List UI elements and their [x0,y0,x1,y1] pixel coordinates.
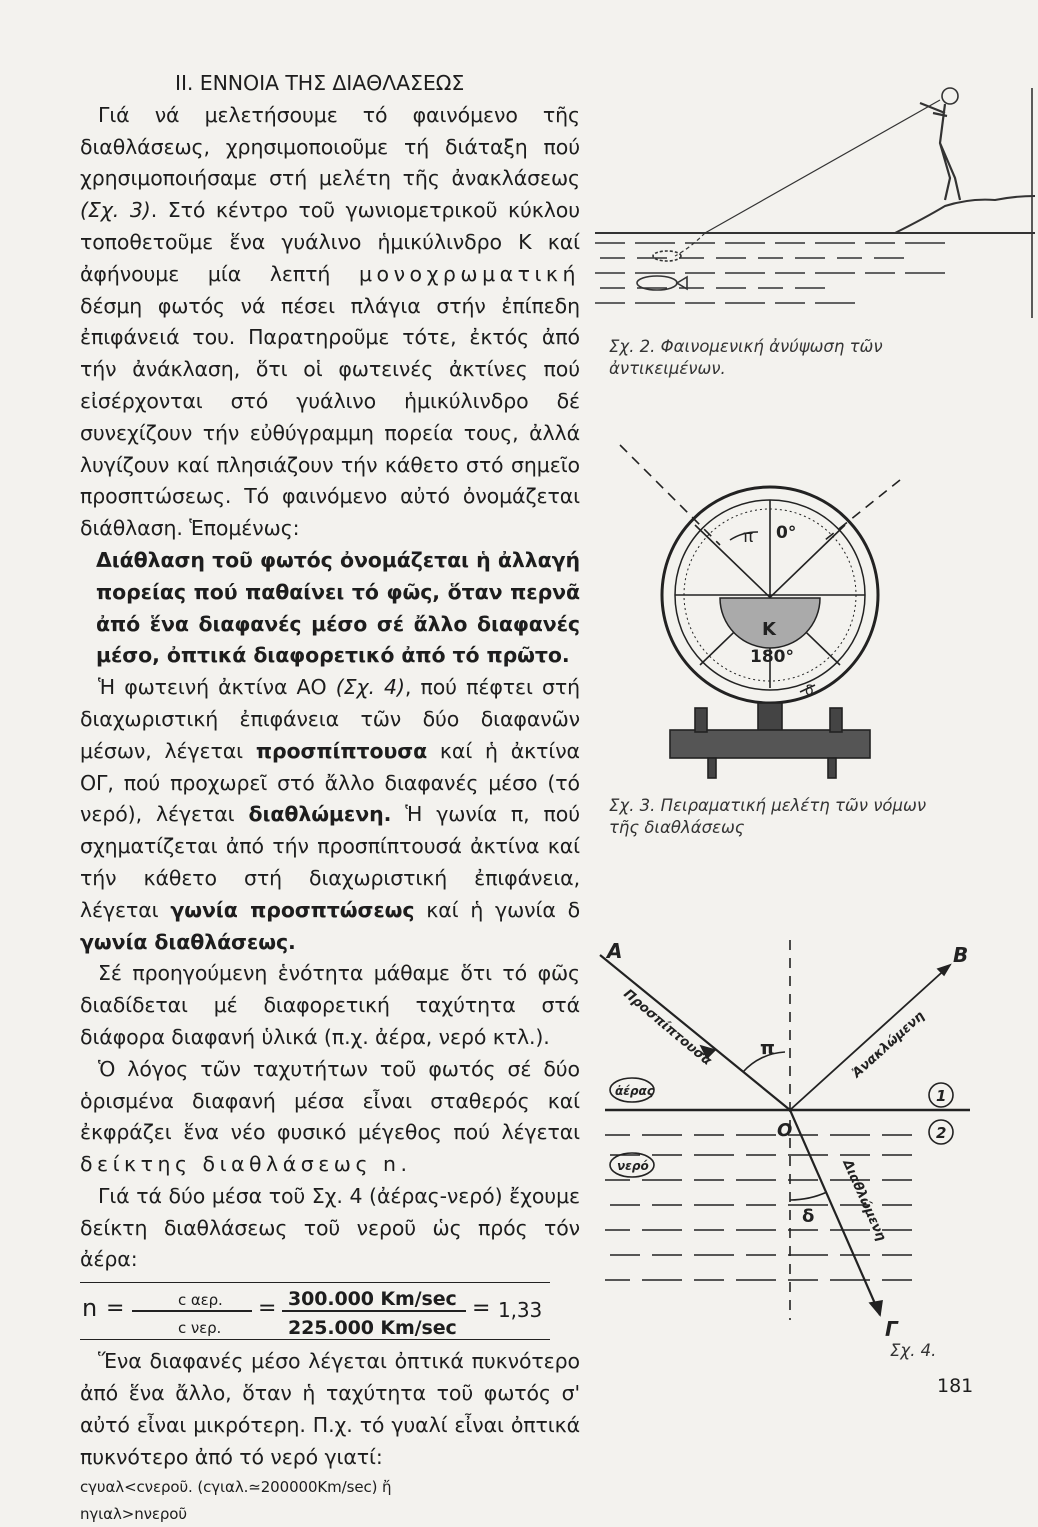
formula-n: n [82,1294,98,1323]
text-run: Γιά νά μελετήσουμε τό φαινόμενο τῆς διαθλάσεως, χρησιμοποιοῦμε τή διάταξη πού χρησιμοποιήσαμε στή μελέτη τῆς ἀνακλάσεως [80,102,580,191]
text-run: , πού πέφτει στή διαχωριστική ἐπιφάνεια τῶν δύο διαφανῶν μέσων, λέγεται [80,675,580,763]
figure-4-refraction [595,940,975,1340]
formula-num-big: 300.000 Km/sec [288,1288,457,1311]
formula-den-big: 225.000 Km/sec [288,1317,457,1340]
fig4-label-air: ἀέρας [615,1084,654,1098]
refraction-definition: Διάθλαση τοῦ φωτός ὀνομάζεται ἡ ἀλλαγή πορείας πού παθαίνει τό φῶς, ὅταν περνᾶ ἀπό ἕνα διαφανές μέσο σέ ἄλλο διαφανές μέσο, ὀπτικά διαφορετικό ἀπό τό πρῶτο. [96,547,580,668]
text-run: Ὁ λόγος τῶν ταχυτήτων τοῦ φωτός σέ δύο ὁρισμένα διαφανή μέσα εἶναι σταθερός καί ἐκφράζει ἕνα νέο φυσικό μέγεθος πού λέγεται [80,1056,580,1145]
formula-den-small: c νερ. [178,1319,222,1338]
paragraph-index [80,1054,580,1181]
text-run: δέσμη φωτός νά πέσει πλάγια στήν ἐπίπεδη ἐπιφάνειά του. Παρατηροῦμε τότε, ἐκτός ἀπό τήν ἀνάκλαση, ὅτι οἱ φωτεινές ἀκτίνες πού εἰσέρχονται στό γυάλινο ἡμικύλινδρο δέ συνεχίζουν τήν εὐθύγραμμη πορεία τους, ἀλλά λυγίζουν καί πλησιάζουν τήν κάθετο στό σημεῖο προσπτώσεως. Τό φαινόμενο αὐτό ὀνομάζεται διάθλαση. Ἑπομένως: [80,293,580,541]
paragraph-rays [80,672,580,958]
figure-3-caption: Σχ. 3. Πειραματική μελέτη τῶν νόμων τῆς διαθλάσεως [609,796,927,837]
figure-2-caption: Σχ. 2. Φαινομενική ἀνύψωση τῶν ἀντικειμένων. [609,337,883,378]
fig4-label-a: A [607,940,623,963]
fig4-label-pi: π [760,1037,776,1059]
main-text-column [80,68,580,1527]
figure-reference: (Σχ. 3) [80,198,151,223]
index-comparison-line: nγιαλ>nνεροῦ [80,1505,187,1524]
fig4-label-b: B [953,943,969,967]
formula-result: 1,33 [498,1298,543,1323]
formula-bar-2 [282,1310,466,1312]
fig4-label-2: 2 [936,1124,947,1142]
term-angle-refraction: γωνία διαθλάσεως. [80,929,296,954]
paragraph-speed: Σέ προηγούμενη ἑνότητα μάθαμε ὅτι τό φῶς διαδίδεται μέ διαφορετική ταχύτητα στά διάφορα διαφανή ὑλικά (π.χ. ἀέρα, νερό κτλ.). [80,961,580,1049]
fig4-label-refracted: Διαθλώμενη [839,1157,889,1244]
paragraph-intro [80,100,580,545]
fig4-label-incident: Προσπίπτουσα [620,986,715,1069]
fig4-label-o: O [777,1120,793,1141]
fig4-label-1: 1 [936,1087,947,1105]
refraction-index-formula [80,1282,550,1340]
fig4-label-g: Γ [885,1317,898,1340]
term-angle-incidence: γωνία προσπτώσεως [170,897,415,922]
figure-4-caption: Σχ. 4. [890,1341,937,1360]
fig3-label-k: K [762,619,776,640]
speed-comparison-line: cγυαλ<cνεροῦ. (cγιαλ.≃200000Km/sec) ἤ [80,1478,392,1497]
page-number: 181 [937,1375,974,1397]
fig3-label-top: 0° [776,523,797,543]
fig4-label-water: νερό [617,1159,649,1173]
term-refracted: διαθλώμενη. [248,802,392,827]
figure-2-fisherman [595,68,1035,328]
section-heading: ΙΙ. ΕΝΝΟΙΑ ΤΗΣ ΔΙΑΘΛΑΣΕΩΣ [175,71,465,95]
formula-equals-3: = [472,1296,491,1322]
formula-num-small: c αερ. [178,1291,223,1310]
fig3-label-pi: π [743,527,754,547]
text-run: καί ἡ γωνία δ [414,897,581,922]
paragraph-denser: Ἕνα διαφανές μέσο λέγεται ὀπτικά πυκνότερο ἀπό ἕνα ἄλλο, ὅταν ἡ ταχύτητα τοῦ φωτός σ' αὐτό εἶναι μικρότερη. Π.χ. τό γυαλί εἶναι ὀπτικά πυκνότερο ἀπό τό νερό γιατί: [80,1349,580,1469]
formula-equals-1: = [106,1296,125,1322]
text-run: . Στό κέντρο τοῦ γωνιομετρικοῦ κύκλου τοποθετοῦμε ἕνα γυάλινο ἡμικύλινδρο Κ καί ἀφήνουμε μία λεπτή [80,198,580,286]
text-run: Ἡ φωτεινή ἀκτίνα ΑΟ [98,675,336,700]
formula-bar-1 [132,1310,252,1312]
text-run: Ἡ γωνία π, πού σχηματίζεται ἀπό τήν προσπίπτουσά ἀκτίνα καί τήν κάθετο στή διαχωριστική ἐπιφάνεια, λέγεται [80,802,581,922]
formula-equals-2: = [258,1296,277,1322]
paragraph-air-water: Γιά τά δύο μέσα τοῦ Σχ. 4 (ἀέρας-νερό) ἔχουμε δείκτη διαθλάσεως τοῦ νεροῦ ὡς πρός τόν ἀέρα: [80,1183,580,1272]
term-incident: προσπίπτουσα [255,738,428,763]
fig4-label-reflected: Ἀνακλώμενη [849,1008,928,1081]
figure-3-goniometer [600,430,940,790]
figure-reference: (Σχ. 4) [335,675,405,700]
spaced-term: δείκτης διαθλάσεως n. [80,1152,412,1177]
fig4-label-delta: δ [802,1206,815,1227]
fig3-label-bottom: 180° [750,647,794,667]
fig3-label-delta: δ [805,683,814,699]
spaced-term: μονοχρωματική [358,261,580,286]
text-run: καί ἡ ἀκτίνα ΟΓ, πού προχωρεῖ στό ἄλλο διαφανές μέσο (τό νερό), λέγεται [80,738,580,827]
